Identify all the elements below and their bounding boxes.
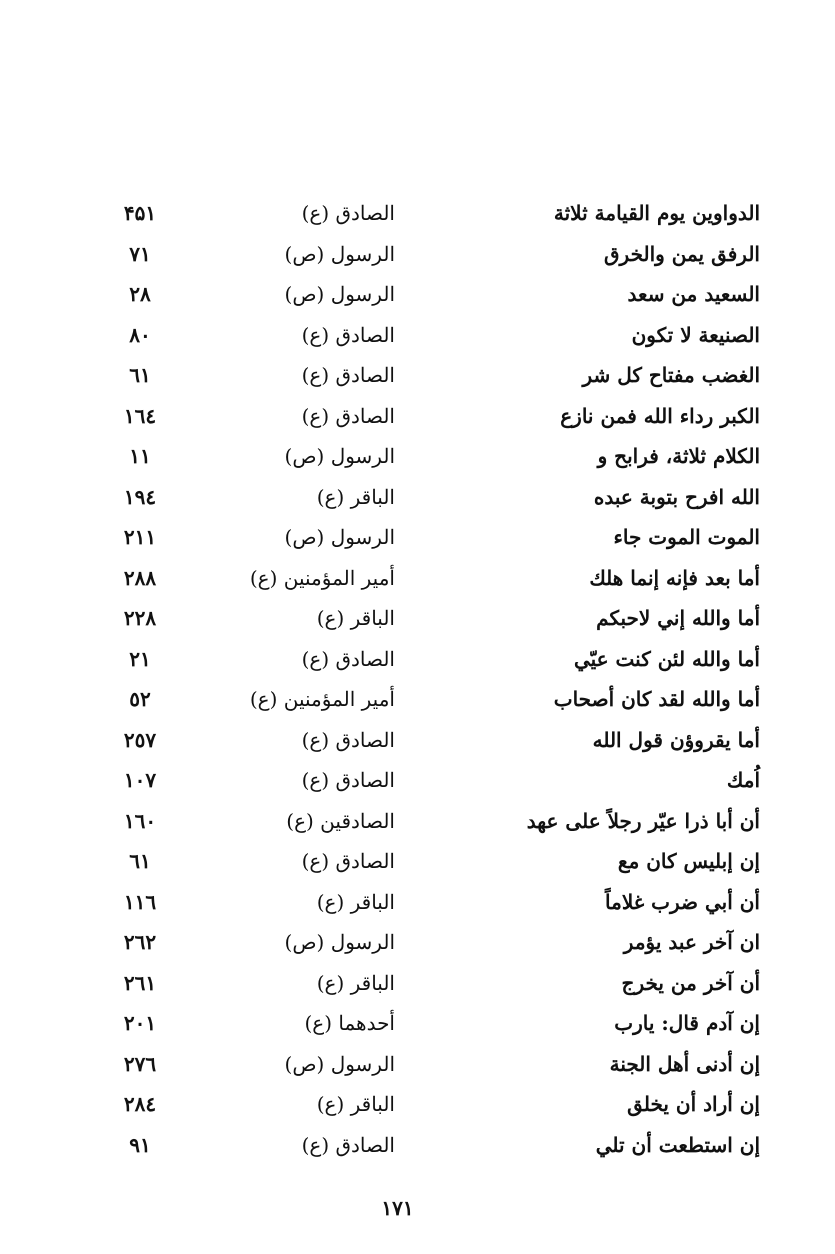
narrator: أمير المؤمنين (ع) [249,687,395,712]
hadith-phrase: الله افرح بتوبة عبده [593,484,760,509]
hadith-phrase: اُمك [726,768,760,793]
narrator: الرسول (ص) [284,444,395,469]
narrator: الباقر (ع) [316,889,395,914]
index-row [70,1125,760,1166]
narrator: الرسول (ص) [284,525,395,550]
hadith-phrase: الغضب مفتاح كل شر [582,363,760,388]
hadith-phrase: إن إبليس كان مع [617,849,760,874]
hadith-phrase: الصنيعة لا تكون [631,322,760,347]
index-row [70,801,760,842]
page-number: ٢٨ [129,282,151,307]
hadith-phrase: أن أبي ضرب غلاماً [605,889,760,914]
narrator: أحدهما (ع) [304,1011,395,1036]
narrator: الصادقين (ع) [286,808,395,833]
hadith-phrase: الدواوين يوم القيامة ثلاثة [553,201,760,226]
narrator: الصادق (ع) [301,363,395,388]
page-number: ۴۵۱ [123,201,157,226]
index-row [70,517,760,558]
hadith-index-table [70,193,760,1165]
page-number: ٢١١ [123,525,157,550]
hadith-phrase: الموت الموت جاء [613,525,760,550]
narrator: الصادق (ع) [301,727,395,752]
hadith-phrase: إن استطعت أن تلي [595,1132,760,1157]
hadith-phrase: أما والله لقد كان أصحاب [553,687,760,712]
hadith-phrase: أن آخر من يخرج [621,970,760,995]
page-number: ٢٨٨ [123,565,157,590]
page-number: ٢٧٦ [123,1051,157,1076]
index-row [70,558,760,599]
index-row [70,841,760,882]
narrator: الباقر (ع) [316,606,395,631]
index-row [70,274,760,315]
page-number: ١١٦ [123,889,157,914]
narrator: الصادق (ع) [301,646,395,671]
page-number: ٥٢ [129,687,151,712]
hadith-phrase: أما يقروؤن قول الله [592,727,760,752]
hadith-phrase: الكلام ثلاثة، فرابح و [597,444,760,469]
narrator: الرسول (ص) [284,930,395,955]
page-number: ٢٠١ [123,1011,157,1036]
page-number: ٢٢٨ [123,606,157,631]
hadith-phrase: إن أدنى أهل الجنة [609,1051,760,1076]
page-number: ١٦٠ [123,808,157,833]
narrator: الصادق (ع) [301,201,395,226]
page-number: ٦١ [129,849,151,874]
index-row [70,355,760,396]
hadith-phrase: أن أبا ذرا عيّر رجلاً على عهد [526,808,760,833]
narrator: الرسول (ص) [284,282,395,307]
hadith-phrase: الكبر رداء الله فمن نازع [560,403,760,428]
index-row [70,1084,760,1125]
page-number: ٢٦١ [123,970,157,995]
narrator: الباقر (ع) [316,1092,395,1117]
narrator: الصادق (ع) [301,403,395,428]
narrator: الرسول (ص) [284,241,395,266]
page-number: ٦١ [129,363,151,388]
page-number: ٢٥٧ [123,727,157,752]
index-row [70,396,760,437]
narrator: الصادق (ع) [301,849,395,874]
page-number: ١٩٤ [123,484,157,509]
index-row [70,639,760,680]
index-row [70,963,760,1004]
index-row [70,436,760,477]
narrator: الباقر (ع) [316,484,395,509]
index-row [70,315,760,356]
narrator: الباقر (ع) [316,970,395,995]
page-number: ١١ [129,444,151,469]
folio-page-number: ١٧١ [381,1196,414,1220]
page-number: ٢٦٢ [123,930,157,955]
page-number: ٩١ [129,1132,151,1157]
index-row [70,234,760,275]
index-row [70,720,760,761]
narrator: الرسول (ص) [284,1051,395,1076]
hadith-phrase: الرفق يمن والخرق [604,241,760,266]
index-row [70,679,760,720]
page-number: ٨٠ [129,322,151,347]
page-number: ٢٨٤ [123,1092,157,1117]
hadith-phrase: إن أراد أن يخلق [627,1092,760,1117]
hadith-phrase: ان آخر عبد يؤمر [623,930,760,955]
hadith-phrase: أما بعد فإنه إنما هلك [589,565,760,590]
hadith-phrase: إن آدم قال: يارب [614,1011,760,1036]
page-number: ٧١ [129,241,151,266]
index-row [70,598,760,639]
hadith-phrase: أما والله لئن كنت عيّي [573,646,760,671]
index-row [70,760,760,801]
narrator: الصادق (ع) [301,322,395,347]
narrator: الصادق (ع) [301,1132,395,1157]
index-row [70,1003,760,1044]
narrator: أمير المؤمنين (ع) [249,565,395,590]
page-number: ٢١ [129,646,151,671]
index-row [70,193,760,234]
index-row [70,1044,760,1085]
page-number: ١٠٧ [123,768,157,793]
page-number: ١٦٤ [123,403,157,428]
hadith-phrase: أما والله إني لاحبكم [596,606,760,631]
narrator: الصادق (ع) [301,768,395,793]
index-row [70,922,760,963]
index-row [70,477,760,518]
hadith-phrase: السعيد من سعد [627,282,760,307]
index-row [70,882,760,923]
